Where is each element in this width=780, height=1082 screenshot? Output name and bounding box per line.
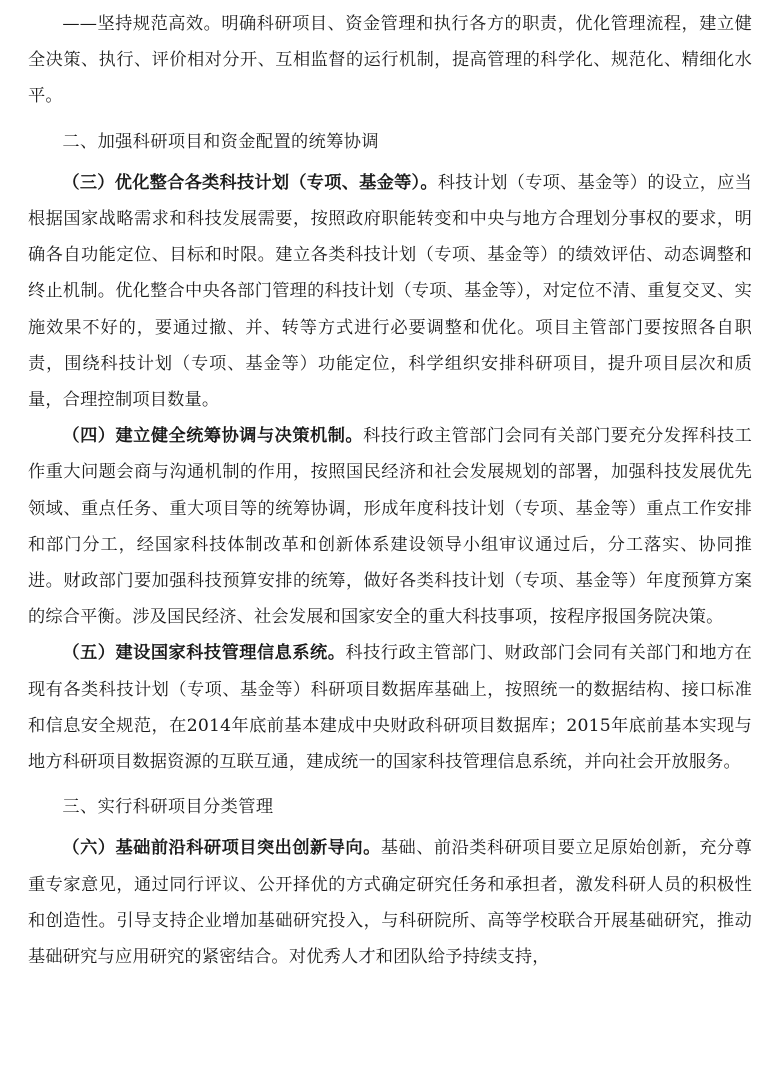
section-heading-2: 二、加强科研项目和资金配置的统筹协调	[62, 131, 379, 152]
item-6-lead: （六）基础前沿科研项目突出创新导向。	[62, 838, 381, 859]
item-5-lead: （五）建设国家科技管理信息系统。	[62, 643, 346, 664]
item-4-paragraph	[28, 418, 752, 635]
intro-paragraph: ——坚持规范高效。明确科研项目、资金管理和执行各方的职责，优化管理流程，建立健全决策、执行、评价相对分开、互相监督的运行机制，提高管理的科学化、规范化、精细化水平。	[28, 14, 752, 107]
item-4-body: 科技行政主管部门会同有关部门要充分发挥科技工作重大问题会商与沟通机制的作用，按照国民经济和社会发展规划的部署，加强科技发展优先领域、重点任务、重大项目等的统筹协调，形成年度科技计划（专项、基金等）重点工作安排和部门分工，经国家科技体制改革和创新体系建设领导小组审议通过后，分工落实、协同推进。财政部门要加强科技预算安排的统筹，做好各类科技计划（专项、基金等）年度预算方案的综合平衡。涉及国民经济、社会发展和国家安全的重大科技事项，按程序报国务院决策。	[28, 426, 752, 628]
item-6-paragraph	[28, 830, 752, 975]
item-3-body: 科技计划（专项、基金等）的设立，应当根据国家战略需求和科技发展需要，按照政府职能转变和中央与地方合理划分事权的要求，明确各自功能定位、目标和时限。建立各类科技计划（专项、基金等）的绩效评估、动态调整和终止机制。优化整合中央各部门管理的科技计划（专项、基金等），对定位不清、重复交叉、实施效果不好的，要通过撤、并、转等方式进行必要调整和优化。项目主管部门要按照各自职责，围绕科技计划（专项、基金等）功能定位，科学组织安排科研项目，提升项目层次和质量，合理控制项目数量。	[28, 172, 752, 411]
item-5-paragraph	[28, 635, 752, 780]
section-heading-3: 三、实行科研项目分类管理	[62, 797, 274, 818]
item-5-body: 科技行政主管部门、财政部门会同有关部门和地方在现有各类科技计划（专项、基金等）科研项目数据库基础上，按照统一的数据结构、接口标准和信息安全规范，在2014年底前基本建成中央财政科研项目数据库；2015年底前基本实现与地方科研项目数据资源的互联互通，建成统一的国家科技管理信息系统，并向社会开放服务。	[28, 643, 753, 773]
item-4-lead: （四）建立健全统筹协调与决策机制。	[62, 426, 364, 447]
item-3-lead: （三）优化整合各类科技计划（专项、基金等）。	[62, 172, 438, 193]
item-6-body: 基础、前沿类科研项目要立足原始创新，充分尊重专家意见，通过同行评议、公开择优的方式确定研究任务和承担者，激发科研人员的积极性和创造性。引导支持企业增加基础研究投入，与科研院所、高等学校联合开展基础研究，推动基础研究与应用研究的紧密结合。对优秀人才和团队给予持续支持，	[28, 838, 752, 968]
item-3-paragraph	[28, 165, 752, 418]
